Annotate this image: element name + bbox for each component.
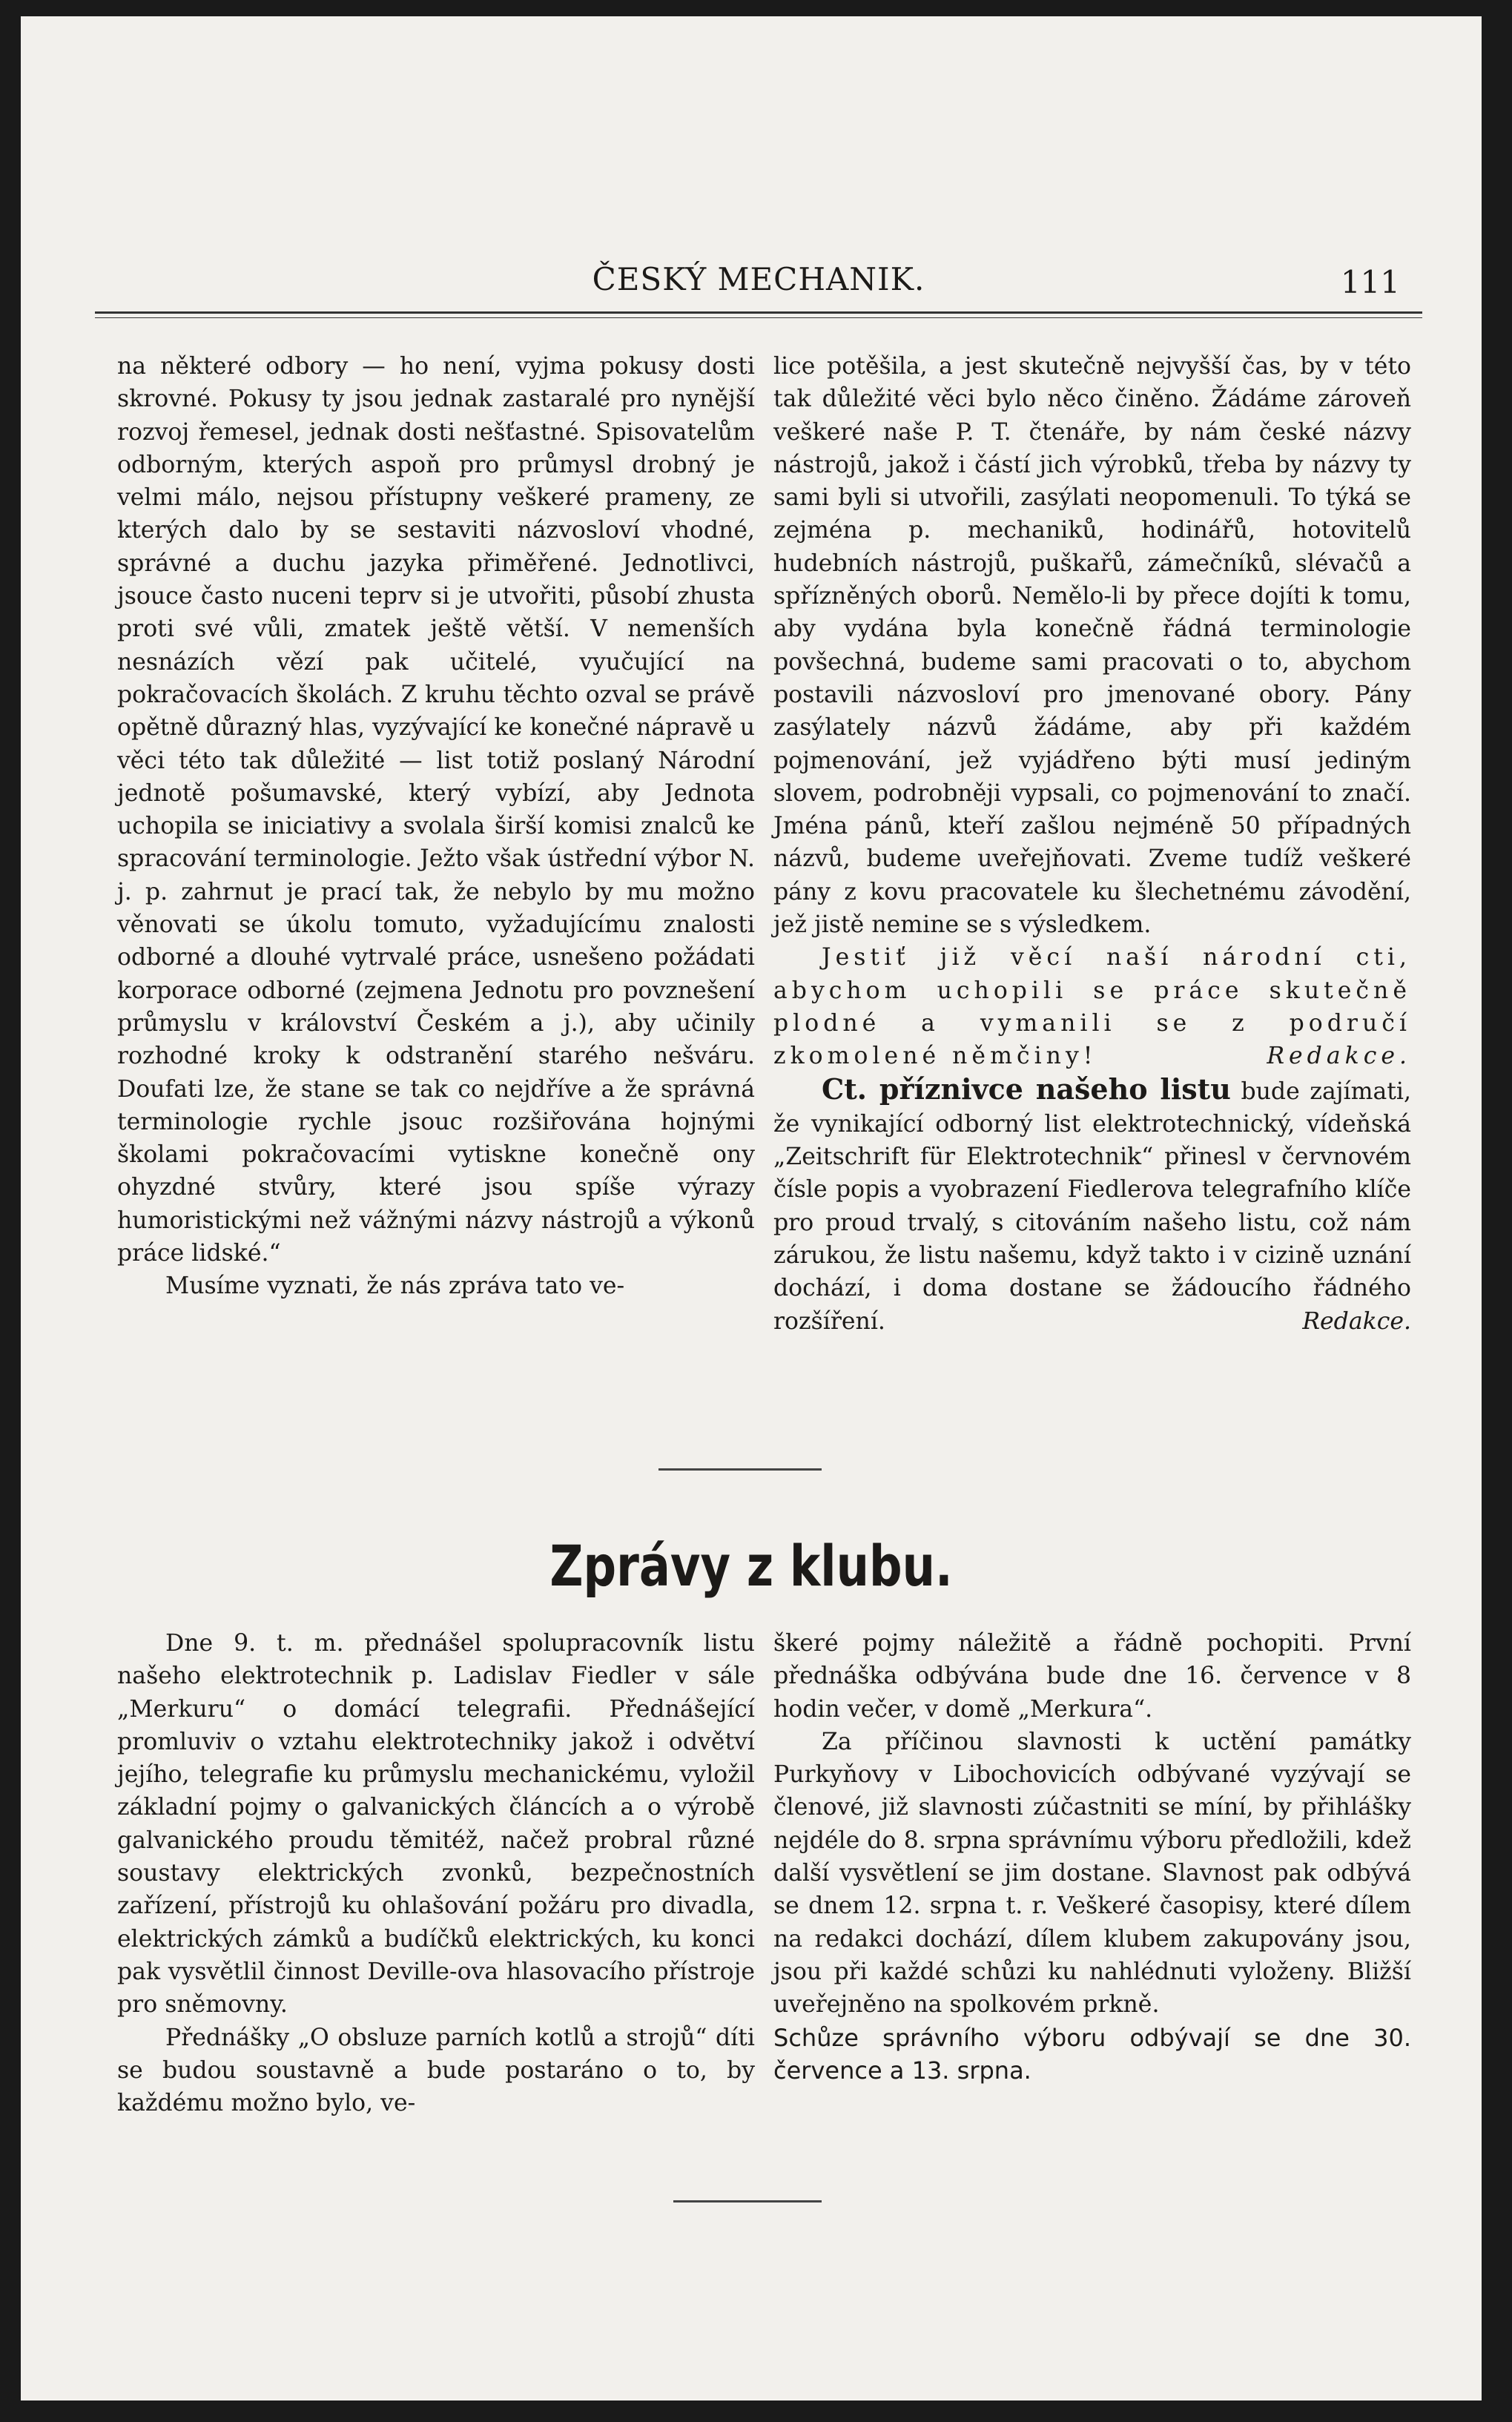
paragraph (773, 1073, 1411, 1338)
paragraph: Přednášky „O obsluze parních kotlů a strojů“ díti se budou soustavně a bude postaráno o to, by každému možno bylo, ve- (117, 2024, 755, 2117)
paragraph: lice potěšila, a jest skutečně nejvyšší čas, by v této tak důležité věci bylo něco činěno. Žádáme zároveň veškeré naše P. T. čtenáře, by nám české názvy nástrojů, jakož i částí jich výrobků, třeba by názvy ty sami byli si utvořili, zasýlati neopomenuli. To týká se zejména p. mechaniků, hodinářů, hotovitelů hudebních nástrojů, puškařů, zámečníků, slévačů a spřízněných oborů. Nemělo-li by přece dojíti k tomu, aby vydána byla konečně řádná terminologie povšechná, budeme sami pracovati o to, abychom postavili názvosloví pro jmenované obory. Pány zasýlately názvů žádáme, aby při každém pojmenování, jež vyjádřeno býti musí jediným slovem, podrobněji vypsali, co pojmenování to značí. Jména pánů, kteří zašlou nejméně 50 případných názvů, budeme uveřejňovati. Zveme tudíž veškeré pány z kovu pracovatele ku šlechetnému závodění, jež jistě nemine se s výsledkem. (773, 353, 1411, 939)
notice-text: bude zajímati, že vynikající odborný list elektrotechnický, vídeňská „Zeitschrift für Elektrotechnik“ přinesl v červnovém čísle popis a vyobrazení Fiedlerova telegrafního klíče pro proud trvalý, s citováním našeho listu, což nám zárukou, že listu našemu, když takto i v cizině uznání dochází, i doma dostane se žádoucího řádného rozšíření. (773, 1078, 1411, 1335)
end-divider (673, 2200, 822, 2202)
column-left-top (117, 350, 755, 1303)
paragraph: Dne 9. t. m. přednášel spolupracovník listu našeho elektrotechnik p. Ladislav Fiedler v sále „Merkuru“ o domácí telegrafii. Přednášející promluviv o vztahu elektrotechniky jakož i odvětví jejího, telegrafie ku průmyslu mechanickému, vyložil základní pojmy o galvanických článcích a o výrobě galvanického proudu těmitéž, načež probral různé soustavy elektrických zvonků, bezpečnostních zařízení, přístrojů ku ohlašování požáru pro divadla, elektrických zámků a budíčků elektrických, ku konci pak vysvětlil činnost Deville-ova hlasovacího přístroje pro sněmovny. (117, 1630, 755, 2019)
notice-heading: Ct. příznivce našeho listu (822, 1072, 1231, 1106)
paragraph: na některé odbory — ho není, vyjma pokusy dosti skrovné. Pokusy ty jsou jednak zastaralé pro nynější rozvoj řemesel, jednak dosti nešťastné. Spisovatelům odborným, kterých aspoň pro průmysl drobný je velmi málo, nejsou přístupny veškeré prameny, ze kterých dalo by se sestaviti názvosloví vhodné, správné a duchu jazyka přiměřené. Jednotlivci, jsouce často nuceni teprv si je utvořiti, působí zhusta proti své vůli, zmatek ještě větší. V nemenších nesnázích vězí pak učitelé, vyučující na pokračovacích školách. Z kruhu těchto ozval se právě opětně důrazný hlas, vyzývající ke konečné nápravě u věci této tak důležité — list totiž poslaný Národní jednotě pošumavské, který vybízí, aby Jednota uchopila se iniciativy a svolala širší komisi znalců ke spracování terminologie. Ježto však ústřední výbor N. j. p. zahrnut je prací tak, že nebylo by mu možno věnovati se úkolu tomuto, vyžadujícímu znalosti odborné a dlouhé vytrvalé práce, usnešeno požádati korporace odborné (zejmena Jednotu pro povznešení průmyslu v království Českém a j.), aby učinily rozhodné kroky k odstranění starého nešváru. Doufati lze, že stane se tak co nejdříve a že správná terminologie rychle jsouc rozšiřována hojnými školami pokračovacími vytiskne konečně ony ohyzdné stvůry, které jsou spíše výrazy humoristickými než vážnými názvy nástrojů a výkonů práce lidské.“ (117, 353, 755, 1267)
page (21, 16, 1482, 2400)
signature-redakce: Redakce. (1302, 1307, 1411, 1335)
emphasis-text: Jestiť již věcí naší národní cti, abychom uchopili se práce skutečně plodné a vymanili se z područí zkomolené němčiny! (773, 944, 1411, 1070)
paragraph: škeré pojmy náležitě a řádně pochopiti. První přednáška odbývána bude dne 16. července v 8 hodin večer, v domě „Merkura“. (773, 1630, 1411, 1723)
header-rule (95, 311, 1422, 314)
journal-title: ČESKÝ MECHANIK. (592, 261, 925, 297)
paragraph: Za příčinou slavnosti k uctění památky Purkyňovy v Libochovicích odbývané vyzývají se členové, již slavnosti zúčastniti se míní, by přihlášky nejdéle do 8. srpna správnímu výboru předložili, kdež další vysvětlení se jim dostane. Slavnost pak odbývá se dnem 12. srpna t. r. Veškeré časopisy, které dílem na redakci dochází, dílem klubem zakupovány jsou, jsou při každé schůzi ku nahlédnuti vyloženy. Bližší uveřejněno na spolkovém prkně. (773, 1728, 1411, 2019)
running-header (117, 261, 1400, 306)
paragraph: Musíme vyznati, že nás zpráva tato ve- (165, 1273, 625, 1300)
column-right-top (773, 350, 1411, 1338)
header-rule-thin (95, 317, 1422, 318)
page-number: 111 (1340, 264, 1400, 300)
column-right-bottom (773, 1627, 1411, 2087)
section-title: Zprávy z klubu. (549, 1533, 953, 1599)
column-left-bottom (117, 1627, 755, 2119)
meeting-note: Schůze správního výboru odbývají se dne 30. července a 13. srpna. (773, 2023, 1411, 2085)
signature-redakce: Redakce. (1267, 1043, 1411, 1070)
paragraph-emphasis (773, 941, 1411, 1072)
section-divider (658, 1468, 822, 1471)
